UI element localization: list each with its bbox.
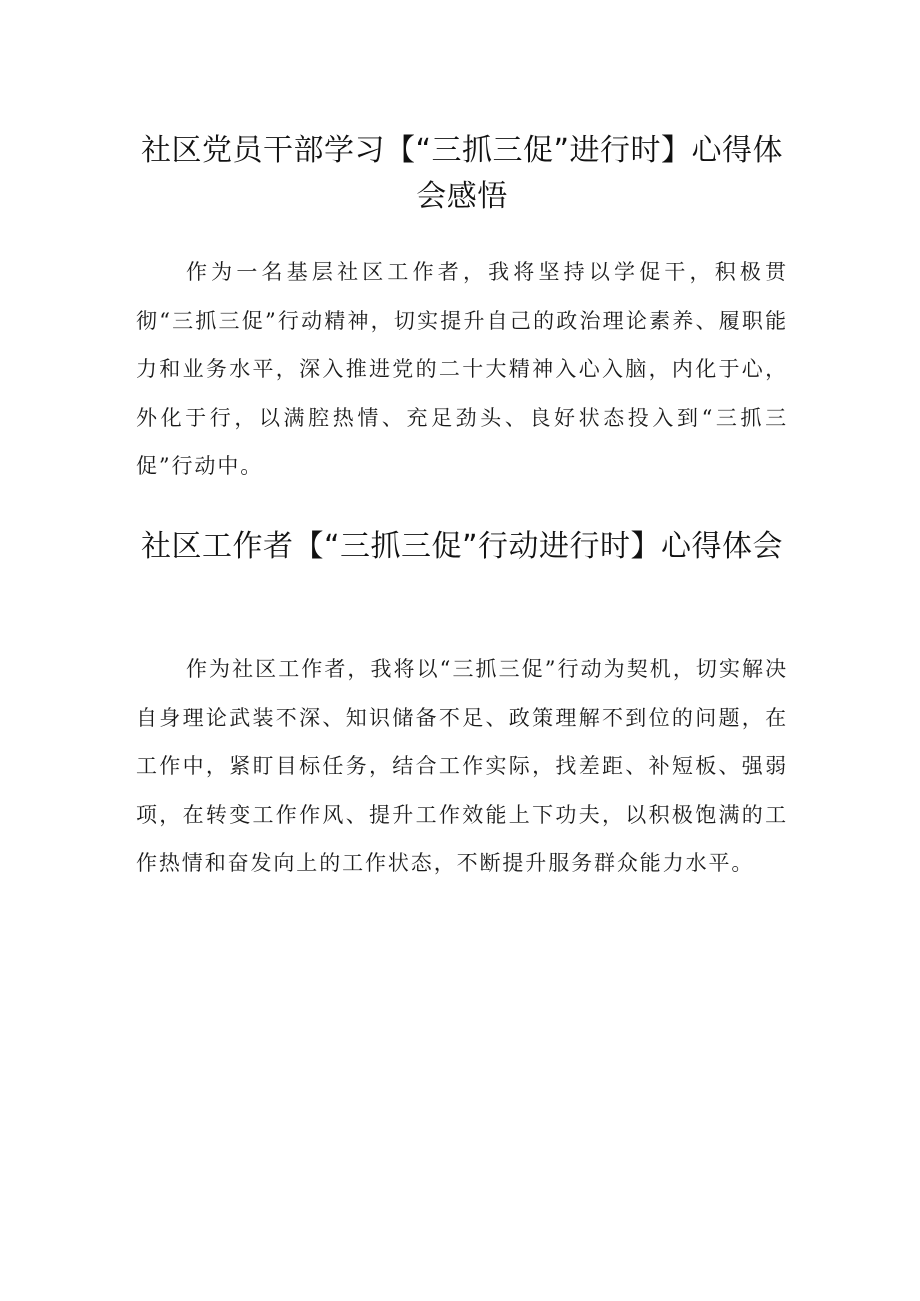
section2-body: 作为社区工作者，我将以“三抓三促”行动为契机，切实解决自身理论武装不深、知识储备不足、政策理解不到位的问题，在工作中，紧盯目标任务，结合工作实际，找差距、补短板、强弱项，在转变工作作风、提升工作效能上下功夫，以积极饱满的工作热情和奋发向上的工作状态，不断提升服务群众能力水平。 xyxy=(136,657,788,875)
section1-title: 社区党员干部学习【“三抓三促”进行时】心得体会感悟 xyxy=(140,133,784,214)
section2-title: 社区工作者【“三抓三促”行动进行时】心得体会 xyxy=(140,529,784,564)
section1-body: 作为一名基层社区工作者，我将坚持以学促干，积极贯彻“三抓三促”行动精神，切实提升自己的政治理论素养、履职能力和业务水平，深入推进党的二十大精神入心入脑，内化于心，外化于行，以满腔热情、充足劲头、良好状态投入到“三抓三促”行动中。 xyxy=(136,260,788,478)
